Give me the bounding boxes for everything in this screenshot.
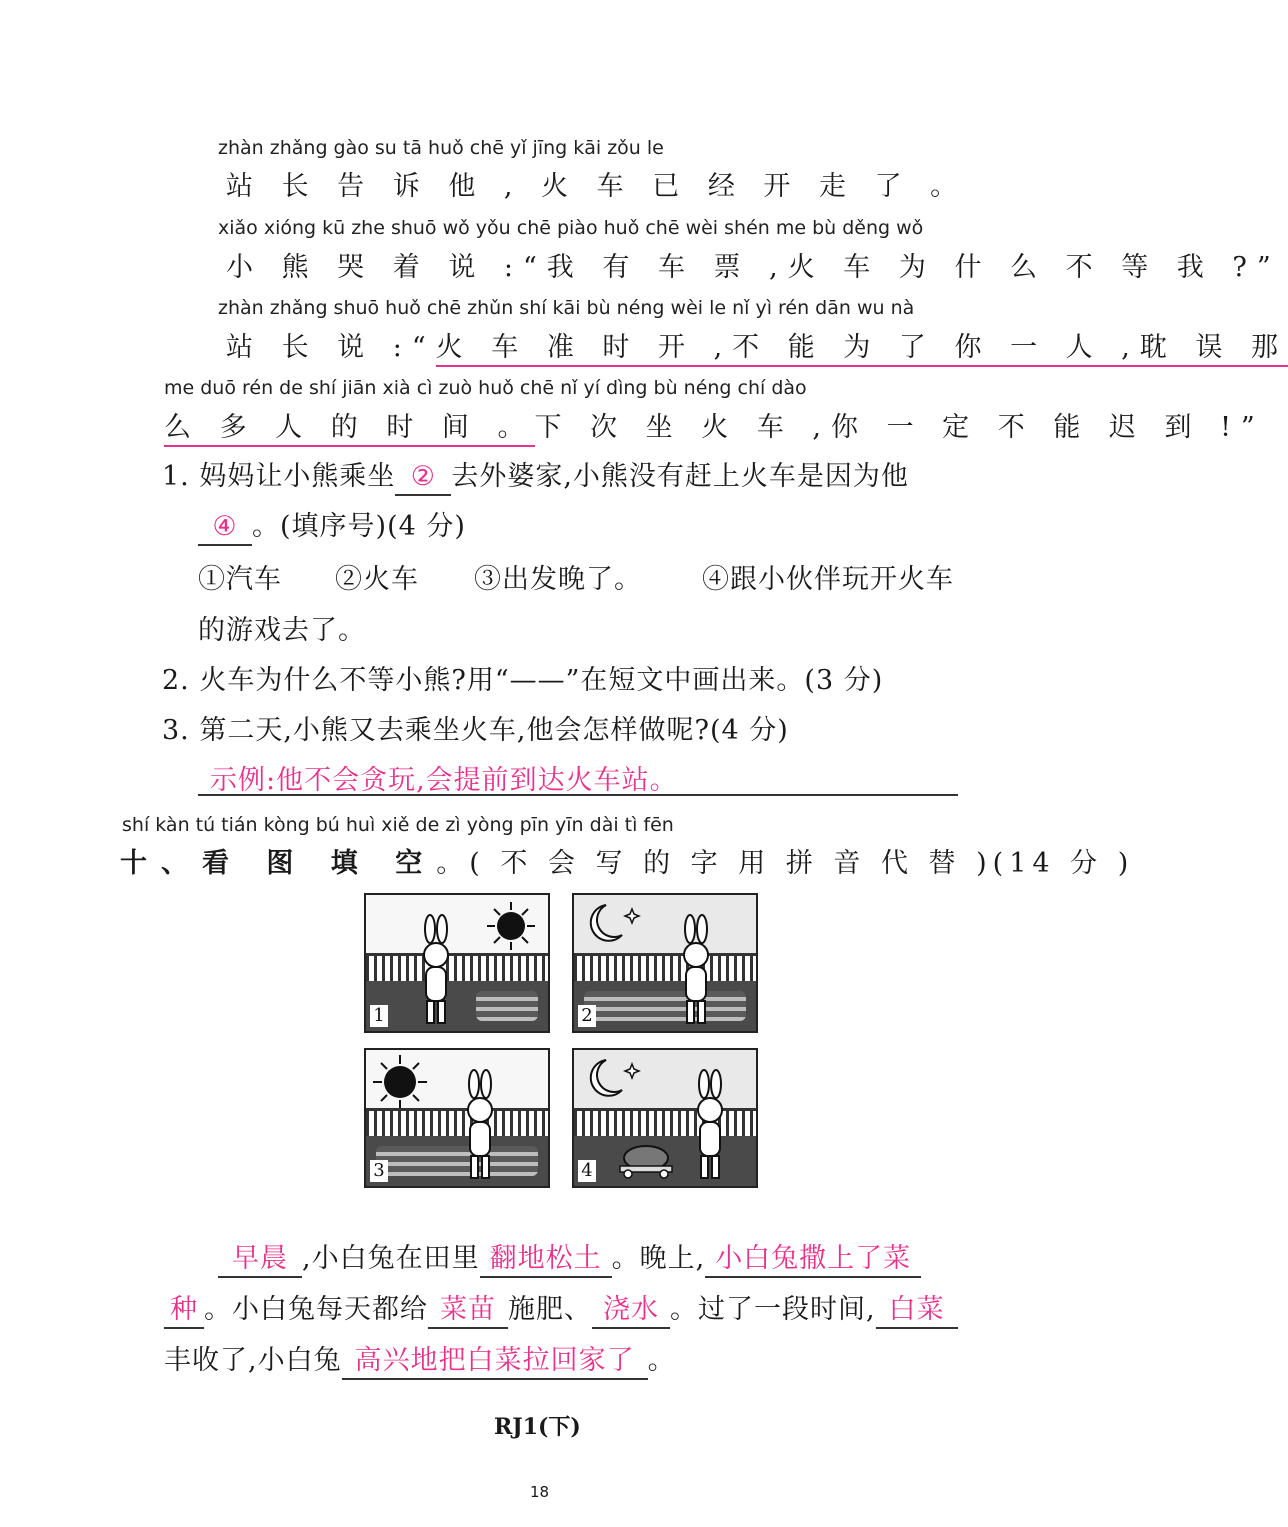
- option-4-continued: 的游戏去了。: [198, 615, 366, 646]
- picture-1-number: 1: [370, 1005, 388, 1027]
- question-1-line-2: [198, 504, 466, 546]
- answer-blank-2: ④: [198, 510, 252, 546]
- story-line-3: [226, 325, 1288, 364]
- answer-3: 示例:他不会贪玩,会提前到达火车站。: [210, 765, 678, 796]
- fill-text-5: 。过了一段时间,: [670, 1294, 876, 1325]
- rabbit-icon: [458, 1070, 502, 1182]
- pinyin-line-2: xiǎo xióng kū zhe shuō wǒ yǒu chē piào huǒ chē wèi shén me bù děng wǒ: [218, 217, 924, 239]
- fill-text-3: 。小白兔每天都给: [204, 1294, 428, 1325]
- story-line-3-part-a: 站 长 说 :“: [226, 332, 436, 363]
- picture-2-number: 2: [578, 1005, 596, 1027]
- story-line-4-part-b: 下 次 坐 火 车 ,你 一 定 不 能 迟 到 !”: [534, 412, 1265, 443]
- fill-text-1: ,小白兔在田里: [302, 1243, 480, 1274]
- question-1-middle: 去外婆家,小熊没有赶上火车是因为他: [451, 461, 909, 492]
- fill-blank-2: 翻地松土: [480, 1242, 612, 1278]
- page-number: 18: [530, 1483, 550, 1501]
- cabbage-cart-icon: [614, 1144, 678, 1178]
- fill-blank-4: 菜苗: [428, 1293, 508, 1329]
- fill-text-2: 。晚上,: [611, 1243, 706, 1274]
- picture-4: [572, 1048, 758, 1188]
- fill-blank-7: 高兴地把白菜拉回家了: [342, 1344, 648, 1380]
- fill-blank-1: 早晨: [218, 1242, 302, 1278]
- picture-2: [572, 893, 758, 1033]
- fill-line-3: [164, 1338, 676, 1380]
- picture-4-number: 4: [578, 1160, 596, 1182]
- moon-icon: [584, 1056, 644, 1100]
- fill-text-7: 。: [647, 1345, 676, 1376]
- question-1: [162, 454, 909, 496]
- fill-line-2: [164, 1287, 958, 1329]
- edition-label: RJ1(下): [494, 1414, 581, 1440]
- sun-icon: [372, 1054, 428, 1110]
- option-1: ①汽车: [198, 564, 282, 595]
- fill-line-1: [218, 1236, 921, 1278]
- picture-3: [364, 1048, 550, 1188]
- fill-text-6: 丰收了,小白兔: [164, 1345, 342, 1376]
- section-10-instruction: 。( 不 会 写 的 字 用 拼 音 代 替 )(14 分 ): [436, 848, 1135, 879]
- answer-line-3: [198, 758, 958, 796]
- picture-1: [364, 893, 550, 1033]
- pinyin-line-3: zhàn zhǎng shuō huǒ chē zhǔn shí kāi bù néng wèi le nǐ yì rén dān wu nà: [218, 297, 915, 319]
- question-1-suffix: 。(填序号)(4 分): [252, 511, 466, 542]
- section-10-pinyin: shí kàn tú tián kòng bú huì xiě de zì yòng pīn yīn dài tì fēn: [122, 814, 674, 836]
- fill-blank-6: 白菜: [876, 1293, 958, 1329]
- section-10-title: [120, 841, 1134, 880]
- fill-blank-5: 浇水: [592, 1293, 670, 1329]
- fill-blank-3-continued: 种: [164, 1293, 204, 1329]
- option-3: ③出发晚了。: [474, 564, 642, 595]
- story-line-1: 站 长 告 诉 他 , 火 车 已 经 开 走 了 。: [226, 171, 968, 202]
- option-4: ④跟小伙伴玩开火车: [702, 564, 954, 595]
- question-3: 3. 第二天,小熊又去乘坐火车,他会怎样做呢?(4 分): [162, 715, 789, 746]
- rabbit-icon: [674, 915, 718, 1027]
- moon-icon: [584, 901, 644, 945]
- story-line-4: [164, 405, 1265, 444]
- question-2: 2. 火车为什么不等小熊?用“——”在短文中画出来。(3 分): [162, 665, 884, 696]
- fill-text-4: 施肥、: [508, 1294, 592, 1325]
- question-1-prefix: 1. 妈妈让小熊乘坐: [162, 461, 396, 492]
- story-line-2: 小 熊 哭 着 说 :“我 有 车 票 ,火 车 为 什 么 不 等 我 ?”: [226, 252, 1281, 283]
- fill-blank-3: 小白兔撒上了菜: [705, 1242, 921, 1278]
- pinyin-line-1: zhàn zhǎng gào su tā huǒ chē yǐ jīng kāi zǒu le: [218, 137, 664, 159]
- sun-icon: [486, 901, 536, 951]
- rabbit-icon: [414, 915, 458, 1027]
- underlined-answer-sentence-b: 么 多 人 的 时 间 。: [164, 412, 535, 447]
- section-10-heading: 十、看 图 填 空: [120, 848, 437, 879]
- pinyin-line-4: me duō rén de shí jiān xià cì zuò huǒ chē nǐ yí dìng bù néng chí dào: [164, 377, 807, 399]
- underlined-answer-sentence-a: 火 车 准 时 开 ,不 能 为 了 你 一 人 ,耽 误 那: [436, 332, 1288, 367]
- answer-blank-1: ②: [395, 460, 451, 496]
- rabbit-icon: [688, 1070, 732, 1182]
- picture-3-number: 3: [370, 1160, 388, 1182]
- option-2: ②火车: [335, 564, 419, 595]
